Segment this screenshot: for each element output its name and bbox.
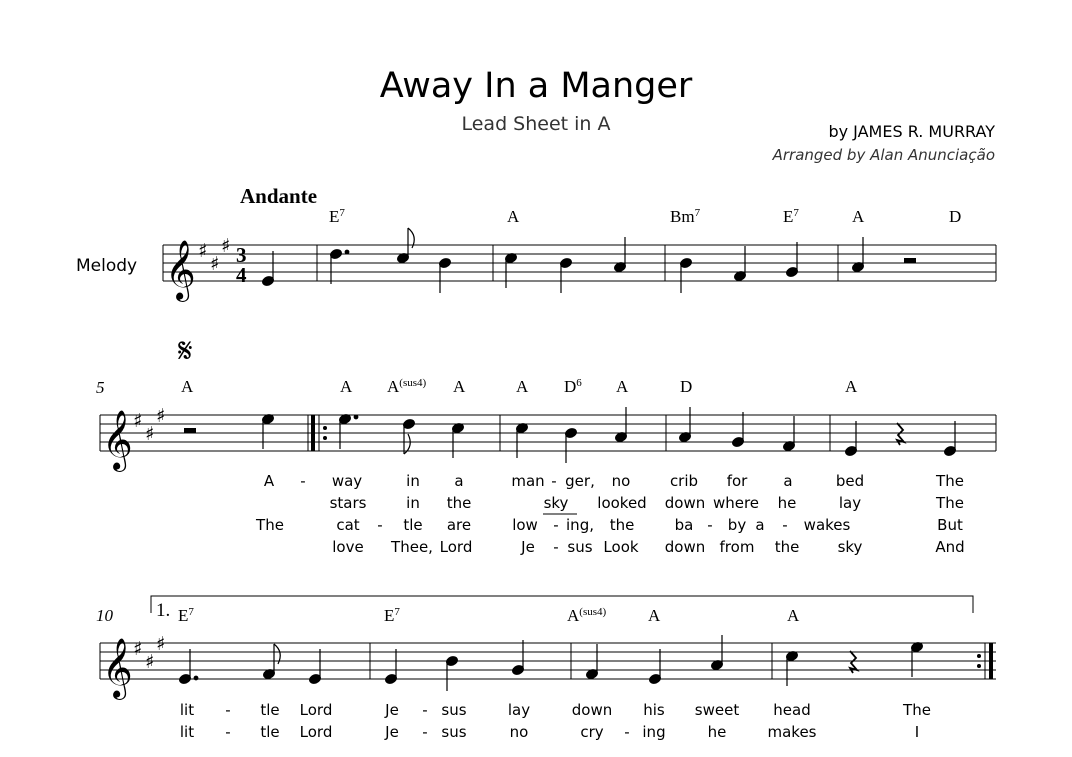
lyric-syllable: cry xyxy=(580,723,604,741)
svg-text:♯: ♯ xyxy=(133,638,143,660)
lyric-syllable: tle xyxy=(260,723,280,741)
lyric-syllable: Look xyxy=(603,538,639,556)
lyric-syllable: Je xyxy=(521,538,535,556)
svg-text:♯: ♯ xyxy=(133,410,143,432)
repeat-end-barline xyxy=(989,643,993,679)
lyric-syllable: sky xyxy=(837,538,863,556)
chord-symbol: D xyxy=(680,377,693,396)
treble-clef-icon: 𝄞 xyxy=(102,638,133,698)
chord-symbol: D xyxy=(949,207,962,226)
lyric-syllable: no xyxy=(509,723,529,741)
lyric-syllable: bed xyxy=(835,472,865,490)
tempo-marking: Andante xyxy=(240,184,318,208)
lyric-hyphen: - xyxy=(225,723,231,741)
chord-symbol: $E^7$ xyxy=(384,606,400,625)
lyric-syllable: man xyxy=(511,472,545,490)
lyric-syllable: down xyxy=(664,494,706,512)
svg-text:♯: ♯ xyxy=(156,633,166,655)
time-signature-bottom: 4 xyxy=(236,263,247,287)
lyric-hyphen: - xyxy=(553,538,559,556)
lyric-hyphen: - xyxy=(225,701,231,719)
chord-symbol: $A^{(sus4)}$ xyxy=(387,377,427,396)
measure-number-10: 10 xyxy=(96,606,113,625)
lyric-syllable: I xyxy=(914,723,920,741)
chord-symbol: A xyxy=(845,377,858,396)
chord-symbol: A xyxy=(507,207,520,226)
lyric-syllable: in xyxy=(406,472,420,490)
composer-credit: by JAMES R. MURRAY xyxy=(828,122,995,141)
lyric-syllable: are xyxy=(446,516,472,534)
lyric-syllable: way xyxy=(331,472,363,490)
lyric-syllable: head xyxy=(773,701,811,719)
lyric-syllable: down xyxy=(664,538,706,556)
lyric-syllable: sus xyxy=(441,723,467,741)
lyric-syllable: ing xyxy=(642,723,666,741)
svg-text:♯: ♯ xyxy=(145,423,155,445)
lyric-hyphen: - xyxy=(707,516,713,534)
treble-clef-icon: 𝄞 xyxy=(165,240,196,300)
chord-symbol: $E^7$ xyxy=(178,606,194,625)
lyric-syllable: Je xyxy=(385,701,399,719)
chord-symbol: A xyxy=(516,377,529,396)
measure-number-5: 5 xyxy=(96,378,105,397)
chord-symbol: A xyxy=(181,377,194,396)
treble-clef-icon: 𝄞 xyxy=(102,410,133,470)
lyric-syllable: looked xyxy=(597,494,647,512)
song-title: Away In a Manger xyxy=(379,66,693,106)
lyric-syllable: his xyxy=(643,701,665,719)
lyric-syllable: no xyxy=(611,472,631,490)
lyric-syllable: A xyxy=(263,472,275,490)
lyric-syllable: ger, xyxy=(565,472,595,490)
svg-text:♯: ♯ xyxy=(198,240,208,262)
lyric-syllable: sus xyxy=(567,538,593,556)
staff-system-1 xyxy=(163,228,996,302)
lyric-syllable: low xyxy=(512,516,538,534)
lyric-syllable: lay xyxy=(507,701,531,719)
lyric-syllable: Lord xyxy=(439,538,473,556)
lyric-syllable: The xyxy=(936,494,964,512)
lyric-syllable: the xyxy=(609,516,635,534)
lyric-syllable: he xyxy=(707,723,727,741)
key-signature-sharps xyxy=(198,235,230,275)
lyric-syllable: a xyxy=(755,516,765,534)
lyric-syllable: sweet xyxy=(694,701,740,719)
lyric-syllable: sus xyxy=(441,701,467,719)
lyric-syllable: tle xyxy=(260,701,280,719)
lyric-syllable: Je xyxy=(385,723,399,741)
chord-symbol: $E^7$ xyxy=(783,207,799,226)
lyric-syllable: tle xyxy=(403,516,423,534)
lyric-syllable: The xyxy=(903,701,931,719)
chord-symbol: $A^{(sus4)}$ xyxy=(567,606,607,625)
lyric-hyphen: - xyxy=(377,516,383,534)
lyric-syllable: ba xyxy=(674,516,694,534)
lyric-hyphen: - xyxy=(551,472,557,490)
svg-text:♯: ♯ xyxy=(221,235,231,257)
svg-text:♯: ♯ xyxy=(210,253,220,275)
lyric-syllable: stars xyxy=(329,494,367,512)
chord-symbol: A xyxy=(340,377,353,396)
volta-label: 1. xyxy=(156,600,171,621)
lyric-syllable: lit xyxy=(179,723,195,741)
lyric-syllable: lay xyxy=(838,494,862,512)
segno-sign: 𝄋 xyxy=(178,331,193,371)
lyric-hyphen: - xyxy=(553,516,559,534)
time-signature-top: 3 xyxy=(236,243,247,267)
lyric-syllable: But xyxy=(937,516,963,534)
instrument-label: Melody xyxy=(76,256,138,276)
song-subtitle: Lead Sheet in A xyxy=(461,113,611,135)
repeat-start-barline xyxy=(311,415,315,451)
lyric-hyphen: - xyxy=(300,472,306,490)
chord-symbol: A xyxy=(648,606,661,625)
lyric-syllable: for xyxy=(726,472,748,490)
notes-system-1 xyxy=(261,228,916,293)
lyric-syllable: a xyxy=(454,472,464,490)
lyric-syllable: makes xyxy=(767,723,817,741)
lyric-syllable: he xyxy=(777,494,797,512)
lyric-syllable: love xyxy=(332,538,364,556)
arranger-credit: Arranged by Alan Anunciação xyxy=(772,146,995,164)
lyric-syllable: from xyxy=(719,538,755,556)
svg-text:♯: ♯ xyxy=(156,405,166,427)
chord-symbol: $D^6$ xyxy=(564,377,582,396)
svg-text:♯: ♯ xyxy=(145,651,155,673)
lyric-syllable: wakes xyxy=(803,516,851,534)
chord-symbol: A xyxy=(616,377,629,396)
key-signature-sharps xyxy=(133,405,165,445)
lyric-syllable: a xyxy=(783,472,793,490)
staff-system-3 xyxy=(100,596,996,700)
lyric-syllable: Lord xyxy=(299,701,333,719)
lyric-syllable: crib xyxy=(669,472,699,490)
lyric-syllable: by xyxy=(727,516,747,534)
lyric-syllable: where xyxy=(712,494,760,512)
lyric-syllable: Lord xyxy=(299,723,333,741)
lyric-hyphen: - xyxy=(624,723,630,741)
lyric-syllable: ing, xyxy=(566,516,594,534)
lyric-syllable: lit xyxy=(179,701,195,719)
chord-symbol: A xyxy=(453,377,466,396)
lyric-syllable: cat xyxy=(336,516,360,534)
chord-symbol: A xyxy=(852,207,865,226)
chord-symbol: Bm$^7$ xyxy=(670,207,701,226)
lyric-syllable: in xyxy=(406,494,420,512)
lyric-hyphen: - xyxy=(782,516,788,534)
lyric-hyphen: - xyxy=(422,723,428,741)
lyric-hyphen: - xyxy=(422,701,428,719)
chord-symbol: $E^7$ xyxy=(329,207,345,226)
lyric-syllable: Thee, xyxy=(391,538,433,556)
lyric-syllable: The xyxy=(936,472,964,490)
chord-symbols xyxy=(178,207,961,625)
lyric-syllable: The xyxy=(256,516,284,534)
key-signature-sharps xyxy=(133,633,165,673)
lyric-syllable: down xyxy=(571,701,613,719)
chord-symbol: A xyxy=(787,606,800,625)
lyric-syllable: sky xyxy=(543,494,569,512)
volta-bracket xyxy=(151,596,973,613)
lyric-syllable: the xyxy=(446,494,472,512)
lyric-syllable: the xyxy=(774,538,800,556)
lyric-syllable: And xyxy=(935,538,965,556)
